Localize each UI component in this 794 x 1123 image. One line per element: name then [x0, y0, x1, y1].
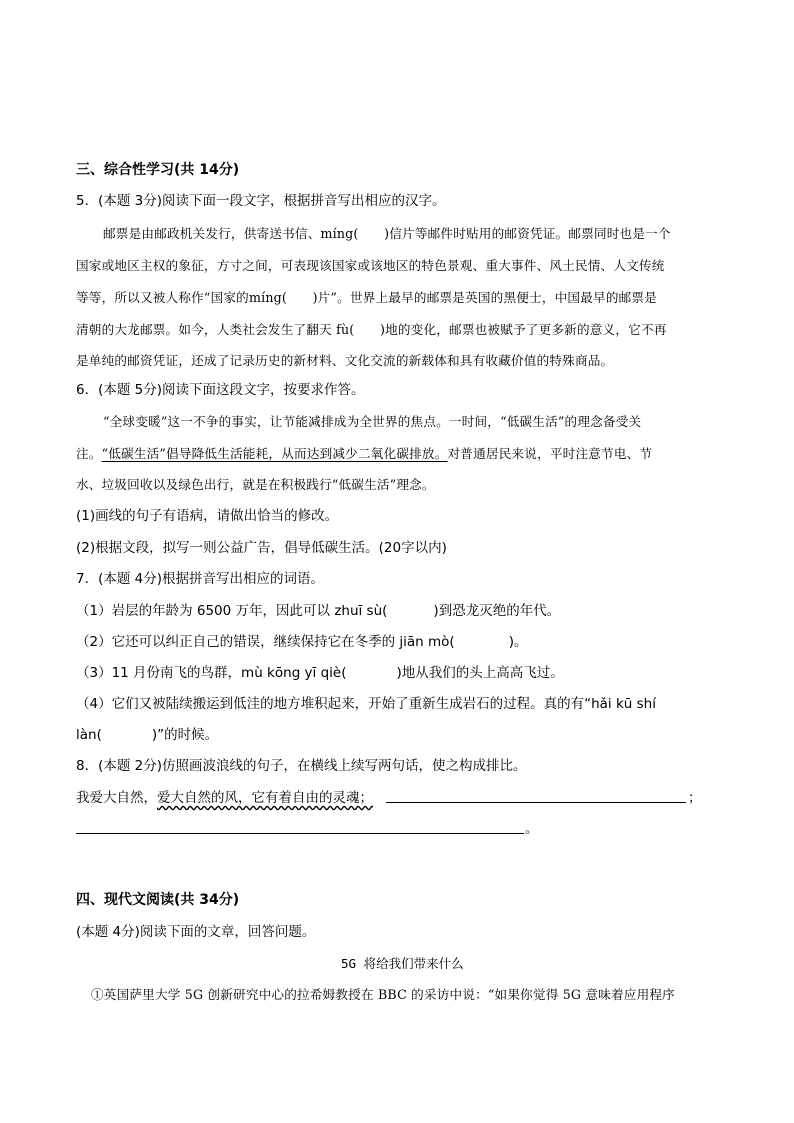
q6-subquestion-2: (2)根据文段，拟写一则公益广告，倡导低碳生活。(20字以内) [76, 540, 447, 556]
q5-stem: 5．(本题 3分)阅读下面一段文字，根据拼音写出相应的汉字。 [76, 193, 446, 209]
q7-item-2 [76, 633, 527, 651]
q8-line-1 [76, 789, 373, 807]
q7-item-4-line-2 [76, 726, 218, 744]
q7-item-3-text: （3）11 月份南飞的鸟群，mù kōng yī qiè( [76, 665, 347, 681]
q6-line-2-prefix: 注。 [76, 446, 102, 461]
q5-passage-line-3: 等等，所以又被人称作“国家的míng( )片”。世界上最早的邮票是英国的黑便士，中国最早的邮票是 [76, 290, 657, 305]
q7-item-4-tail: )”的时候。 [151, 727, 219, 743]
q5-passage-line-2: 国家或地区主权的象征，方寸之间，可表现该国家或该地区的特色景观、重大事件、风土民情、人文传统 [76, 258, 665, 273]
s4-stem: (本题 4分)阅读下面的文章，回答问题。 [76, 924, 316, 940]
q8-wavy-sentence: 爱大自然的风，它有着自由的灵魂； [157, 790, 373, 806]
q7-item-4-text: làn( [76, 727, 102, 743]
q7-item-3 [76, 664, 564, 682]
q8-line-1-end: ； [688, 790, 702, 806]
q6-line-2-suffix: 对普通居民来说，平时注意节电、节 [447, 446, 653, 461]
q8-answer-line-2[interactable] [76, 833, 524, 834]
q7-item-2-text: （2）它还可以纠正自己的错误，继续保持它在冬季的 jiān mò( [76, 634, 455, 650]
q6-passage-line-3: 水、垃圾回收以及绿色出行，就是在积极践行“低碳生活”理念。 [76, 477, 435, 492]
q7-item-1 [76, 602, 560, 620]
q7-item-1-text: （1）岩层的年龄为 6500 万年，因此可以 zhuī sù( [76, 603, 388, 619]
q7-stem: 7．(本题 4分)根据拼音写出相应的词语。 [76, 571, 325, 587]
q7-item-1-tail: )到恐龙灭绝的年代。 [433, 603, 561, 619]
q7-item-3-tail: )地从我们的头上高高飞过。 [396, 665, 564, 681]
section-4-title: 四、现代文阅读(共 34分) [76, 892, 240, 908]
article-paragraph-1: ①英国萨里大学 5G 创新研究中心的拉希姆教授在 BBC 的采访中说：“如果你觉得 5G 意味着应用程序 [91, 987, 675, 1002]
q6-passage-line-1: “全球变暖”这一不争的事实，让节能减排成为全世界的焦点。一时间，“低碳生活”的理念备受关 [103, 414, 642, 429]
q6-stem: 6．(本题 5分)阅读下面这段文字，按要求作答。 [76, 382, 365, 398]
q5-passage-line-5: 是单纯的邮资凭证，还成了记录历史的新材料、文化交流的新载体和具有收藏价值的特殊商品。 [76, 353, 614, 368]
article-title: 5G 将给我们带来什么 [341, 956, 464, 971]
q8-stem: 8．(本题 2分)仿照画波浪线的句子，在横线上续写两句话，使之构成排比。 [76, 758, 527, 774]
q8-line-1-prefix: 我爱大自然， [76, 790, 157, 806]
q5-passage-line-1: 邮票是由邮政机关发行，供寄送书信、míng( )信片等邮件时贴用的邮资凭证。邮票同时也是一个 [103, 226, 671, 241]
q6-underlined-sentence: “低碳生活”倡导降低生活能耗，从而达到减少二氧化碳排放。 [101, 446, 448, 461]
q7-item-2-tail: )。 [508, 634, 528, 650]
q8-line-2-end: 。 [525, 821, 539, 837]
section-3-title: 三、综合性学习(共 14分) [76, 162, 240, 178]
q6-subquestion-1: (1)画线的句子有语病，请做出恰当的修改。 [76, 508, 339, 524]
q7-item-4-line-1: （4）它们又被陆续搬运到低洼的地方堆积起来，开始了重新生成岩石的过程。真的有“hǎi kū shí [76, 696, 656, 712]
q6-passage-line-2 [76, 445, 652, 463]
q8-answer-line-1[interactable] [386, 802, 686, 803]
q5-passage-line-4: 清朝的大龙邮票。如今，人类社会发生了翻天 fù( )地的变化，邮票也被赋予了更多新的意义，它不再 [76, 322, 667, 337]
